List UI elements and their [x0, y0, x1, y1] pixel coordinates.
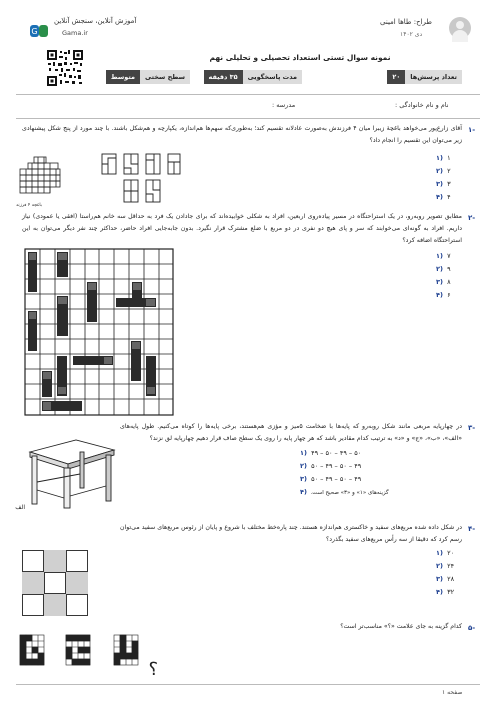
meta-label: مدت پاسخگویی	[243, 70, 302, 84]
divider	[16, 118, 480, 119]
option-text: ۸	[447, 278, 451, 286]
option-1[interactable]: ۷ (۱	[436, 252, 451, 260]
white-gray-squares-figure	[22, 550, 88, 616]
option-2[interactable]: ۹ (۲	[436, 265, 451, 273]
option-4[interactable]: ۶ (۴	[436, 291, 451, 299]
question-text: کدام گزینه به جای علامت «؟» مناسب‌تر است؟	[340, 623, 462, 630]
question-number: -۳	[468, 424, 476, 432]
garden-grid-figure	[18, 156, 62, 200]
option-3[interactable]: ۸ (۳	[436, 278, 451, 286]
school-field[interactable]: مدرسه :	[272, 101, 296, 109]
option-3[interactable]: ۴۹ – ۵۰ – ۴۹ – ۵۰ (۳	[300, 475, 362, 483]
question-text: در شکل داده شده مربع‌های سفید و خاکستری هم‌اندازه هستند. چند پارەخط مختلف با شروع و پایان از رئوس مربع‌های سفید می‌توان رسم کرد که دقیقا از سه رأس مربع‌های سفید بگذرد؟	[120, 524, 462, 543]
author-date: دی ۱۴۰۲	[400, 31, 423, 38]
gama-logo-icon	[30, 24, 48, 38]
option-text: ۵۰ – ۴۹ – ۵۰ – ۴۹	[311, 449, 362, 457]
page-number: صفحه ۱	[442, 689, 463, 696]
option-text: ۲	[447, 167, 451, 175]
option-text: ۲۰	[447, 549, 455, 557]
meta-label: سطح سختی	[140, 70, 190, 84]
option-text: ۶	[447, 291, 451, 299]
student-name-field[interactable]: نام و نام خانوادگی :	[395, 101, 449, 109]
option-text: ۲۴	[447, 562, 455, 570]
question-number: -۱	[468, 126, 476, 134]
exam-title: نمونه سوال تستی استعداد تحصیلی و تحلیلی نهم	[209, 53, 391, 62]
option-text: ۴۹ – ۵۰ – ۴۹ – ۵۰	[311, 462, 362, 470]
option-2[interactable]: ۲۴ (۲	[436, 562, 455, 570]
question-text: در چهارپایه مربعی مانند شکل روبه‌رو که پایه‌ها با ضخامت ۵میز و مؤزی هم‌هستند، برخی پایه‌ها را کوتاه می‌کنیم. طول پایه‌های «الف»، «ب»، «ج» و «د» به ترتیب کدام مقادیر باشد که هر چهار پایه را روی یک سطح صاف قرار دهیم چهارپایه لق نزند؟	[120, 423, 462, 442]
site-name: آموزش آنلاین، سنجش آنلاین	[54, 17, 137, 25]
meta-difficulty	[100, 70, 190, 84]
option-4[interactable]: ۴ (۴	[436, 193, 451, 201]
option-text: ۴	[447, 193, 451, 201]
option-text: ۴۹ – ۵۰ – ۴۹ – ۵۰	[311, 475, 362, 483]
option-1[interactable]: ۲۰ (۱	[436, 549, 455, 557]
option-1[interactable]: ۵۰ – ۴۹ – ۵۰ – ۴۹ (۱	[300, 449, 362, 457]
division-options-figure	[98, 150, 182, 206]
option-text: گزینه‌های «۱» و «۳» صحیح است.	[310, 490, 389, 496]
option-text: ۷	[447, 252, 451, 260]
meta-value: متوسط	[106, 70, 140, 84]
option-text: ۳	[447, 180, 451, 188]
meta-question-count	[305, 70, 462, 84]
meta-duration	[196, 70, 302, 84]
option-3[interactable]: ۲۸ (۳	[436, 575, 455, 583]
option-1[interactable]: ۱ (۱	[436, 154, 451, 162]
option-2[interactable]: ۴۹ – ۵۰ – ۴۹ – ۵۰ (۲	[300, 462, 362, 470]
question-number: -۴	[468, 525, 476, 533]
svg-text:G: G	[31, 27, 38, 36]
divider	[16, 94, 480, 95]
option-text: ۳۲	[447, 588, 455, 596]
question-number: -۵	[468, 624, 476, 632]
figure-caption: باغچه ۴ فرزند	[16, 203, 43, 208]
author-name: طراح: طاها امینی	[380, 18, 432, 26]
stool-figure	[15, 430, 118, 512]
question-text: آقای زارع‌پور می‌خواهد باغچهٔ زیبرا میان ۴ فرزندش به‌صورت عادلانه تقسیم کند؛ به‌طوری‌که سهم‌ها هم‌اندازه، یکپارچه و هم‌شکل باشند. با چند مورد از پنج شکل پیشنهادی زیر می‌توان این تقسیم را انجام داد؟	[22, 125, 462, 144]
question-mark-icon: ؟	[148, 659, 158, 680]
question-number: -۲	[468, 214, 476, 222]
option-text: ۱	[447, 154, 451, 162]
option-text: ۹	[447, 265, 451, 273]
pattern-sequence-figure	[18, 633, 178, 681]
option-text: ۲۸	[447, 575, 455, 583]
meta-label: تعداد پرسش‌ها	[405, 70, 462, 84]
site-url[interactable]: Gama.ir	[62, 29, 88, 37]
option-4[interactable]: ۳۲ (۴	[436, 588, 455, 596]
option-4[interactable]: گزینه‌های «۱» و «۳» صحیح است. (۴	[300, 488, 389, 496]
footer-divider	[16, 684, 480, 685]
meta-value: ۲۰	[387, 70, 405, 84]
leg-label-icon: الف	[15, 504, 25, 511]
question-text: مطابق تصویر روبه‌رو، در یک استراحتگاه در مسیر پیاده‌روی اربعین، افراد به شکلی خوابیده‌اند که برای جادادن یک فرد به حداقل سه خانم هم‌راستا (افقی یا عمودی) نیاز داریم. افراد به گونه‌ای می‌خوابند که سر و پای هیچ دو نفری در دو مربع با ضلع مشترک قرار نگیرد. بدون جابه‌جایی افراد حاضر، حداکثر چند نفر دیگر می‌توان به این استراحتگاه اضافه کرد؟	[22, 213, 462, 244]
meta-value: ۳۵ دقیقه	[204, 70, 243, 84]
option-3[interactable]: ۳ (۳	[436, 180, 451, 188]
qr-code-icon	[46, 49, 84, 87]
avatar	[449, 17, 471, 39]
rest-house-grid-figure	[24, 248, 174, 416]
option-2[interactable]: ۲ (۲	[436, 167, 451, 175]
